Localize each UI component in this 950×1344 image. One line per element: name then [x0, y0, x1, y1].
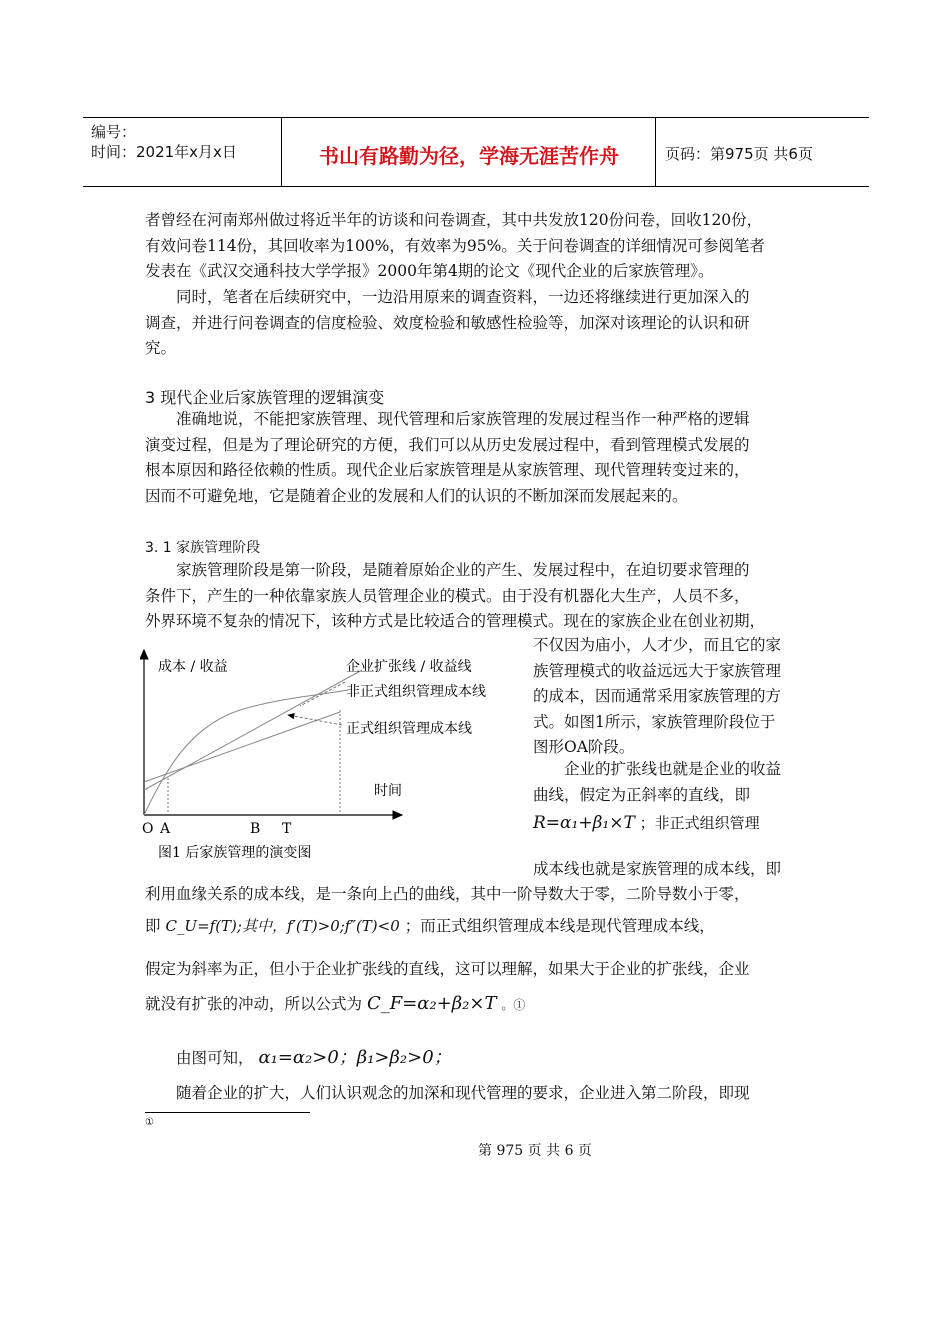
document-time-label: 时间：2021年x月x日 — [91, 143, 237, 161]
paragraph-4 — [145, 558, 810, 635]
text-fragment: ；而正式组织管理成本线是现代管理成本线， — [404, 917, 715, 935]
pointer-arrow — [288, 715, 342, 725]
text-line: 图形OA阶段。 — [533, 738, 635, 756]
equation-expansion-line: R=α₁+β₁×T — [533, 813, 635, 833]
text-line: 同时，笔者在后续研究中，一边沿用原来的调查资料，一边还将继续进行更加深入的 — [145, 288, 750, 306]
side-paragraph-2 — [533, 757, 808, 808]
pointer-arrow — [300, 682, 345, 706]
y-axis-label: 成本 / 收益 — [158, 659, 228, 675]
tick-label-t: T — [282, 821, 292, 837]
text-line: 究。 — [145, 339, 177, 357]
text-line: 调查，并进行问卷调查的信度检验、效度检验和敏感性检验等，加深对该理论的认识和研 — [145, 313, 750, 332]
text-line: 演变过程，但是为了理论研究的方便，我们可以从历史发展过程中，看到管理模式发展的 — [145, 435, 750, 454]
equation-line-4 — [145, 1043, 452, 1069]
header-divider — [655, 118, 656, 186]
text-fragment: 由图可知， — [145, 1049, 254, 1067]
evolution-chart — [140, 640, 525, 865]
header-motto: 书山有路勤为径，学海无涯苦作舟 — [319, 144, 619, 168]
tick-label-a: A — [160, 821, 171, 837]
paragraph-1 — [145, 208, 810, 285]
subsection-heading: 3. 1 家族管理阶段 — [145, 540, 261, 556]
text-line: 者曾经在河南郑州做过将近半年的访谈和问卷调查，其中共发放120份问卷，回收120份， — [145, 211, 763, 229]
paragraph-5 — [145, 882, 810, 908]
document-number-label: 编号： — [91, 123, 137, 141]
equation-parameters: α₁=α₂>0；β₁>β₂>0； — [258, 1047, 452, 1068]
equation-family-cost: C_U=f(T);其中，f′(T)>0;f″(T)<0 — [165, 917, 400, 935]
text-line: 族管理模式的收益远远大于家族管理 — [533, 661, 782, 680]
text-line: 利用血缘关系的成本线，是一条向上凸的曲线，其中一阶导数大于零，二阶导数小于零， — [145, 885, 750, 903]
text-line: 因而不可避免地，它是随着企业的发展和人们的认识的不断加深而发展起来的。 — [145, 486, 688, 505]
text-line: 式。如图1所示，家族管理阶段位于 — [533, 712, 776, 731]
equation-line-1 — [533, 812, 760, 833]
text-line: 条件下，产生的一种依靠家族人员管理企业的模式。由于没有机器化大生产，人员不多， — [145, 586, 750, 605]
paragraph-7 — [145, 957, 810, 983]
footnote-rule — [145, 1112, 310, 1113]
page-header — [83, 117, 869, 187]
header-divider — [281, 118, 282, 186]
formal-cost-line — [144, 712, 340, 782]
text-line: 的成本，因而通常采用家族管理的方 — [533, 687, 782, 705]
section-heading: 3 现代企业后家族管理的逻辑演变 — [145, 388, 385, 407]
tick-label-o: O — [142, 821, 154, 837]
paragraph-10 — [145, 1081, 810, 1107]
text-line: 不仅因为庙小，人才少，而且它的家 — [533, 636, 782, 654]
text-line: 曲线，假定为正斜率的直线，即 — [533, 785, 751, 804]
informal-cost-curve — [144, 690, 348, 815]
text-line: 成本线也就是家族管理的成本线，即 — [533, 860, 782, 878]
footnote-reference: 。① — [501, 998, 526, 1012]
footnote-mark: ① — [145, 1117, 154, 1128]
text-line: 发表在《武汉交通科技大学学报》2000年第4期的论文《现代企业的后家族管理》。 — [145, 262, 714, 280]
text-line: 随着企业的扩大，人们认识观念的加深和现代管理的要求，企业进入第二阶段，即现 — [145, 1084, 750, 1102]
header-page-label: 页码：第975页 共6页 — [665, 145, 813, 163]
tick-label-b: B — [250, 821, 261, 837]
text-line: 根本原因和路径依赖的性质。现代企业后家族管理是从家族管理、现代管理转变过来的， — [145, 461, 750, 479]
text-line: 有效问卷114份，其回收率为100%，有效率为95%。关于问卷调查的详细情况可参阅笔者 — [145, 236, 765, 255]
equation-formal-cost: C_F=α₂+β₂×T — [366, 993, 497, 1014]
text-fragment: 就没有扩张的冲动，所以公式为 — [145, 995, 363, 1013]
text-line: 准确地说，不能把家族管理、现代管理和后家族管理的发展过程当作一种严格的逻辑 — [145, 410, 750, 428]
text-line: 家族管理阶段是第一阶段，是随着原始企业的产生、发展过程中，在迫切要求管理的 — [145, 561, 750, 579]
expansion-line-label: 企业扩张线 / 收益线 — [346, 659, 472, 675]
x-axis-label: 时间 — [374, 783, 402, 799]
expansion-line — [144, 670, 362, 790]
formal-cost-label: 正式组织管理成本线 — [346, 721, 472, 737]
paragraph-3 — [145, 407, 810, 509]
text-fragment: ；非正式组织管理 — [639, 814, 760, 832]
text-line: 假定为斜率为正，但小于企业扩张线的直线，这可以理解，如果大于企业的扩张线，企业 — [145, 960, 750, 978]
informal-cost-label: 非正式组织管理成本线 — [346, 684, 486, 700]
text-line: 外界环境不复杂的情况下，该种方式是比较适合的管理模式。现在的家族企业在创业初期， — [145, 612, 766, 630]
side-paragraph-4 — [533, 857, 808, 883]
figure-caption: 图1 后家族管理的演变图 — [158, 845, 312, 861]
equation-line-2 — [145, 914, 715, 936]
equation-line-3 — [145, 992, 525, 1014]
header-meta — [91, 122, 237, 162]
side-paragraph — [533, 633, 808, 761]
page-footer: 第 975 页 共 6 页 — [478, 1143, 592, 1159]
text-line: 企业的扩张线也就是企业的收益 — [533, 760, 782, 778]
figure-1 — [140, 640, 525, 865]
text-fragment: 即 — [145, 917, 161, 935]
paragraph-2 — [145, 285, 810, 362]
